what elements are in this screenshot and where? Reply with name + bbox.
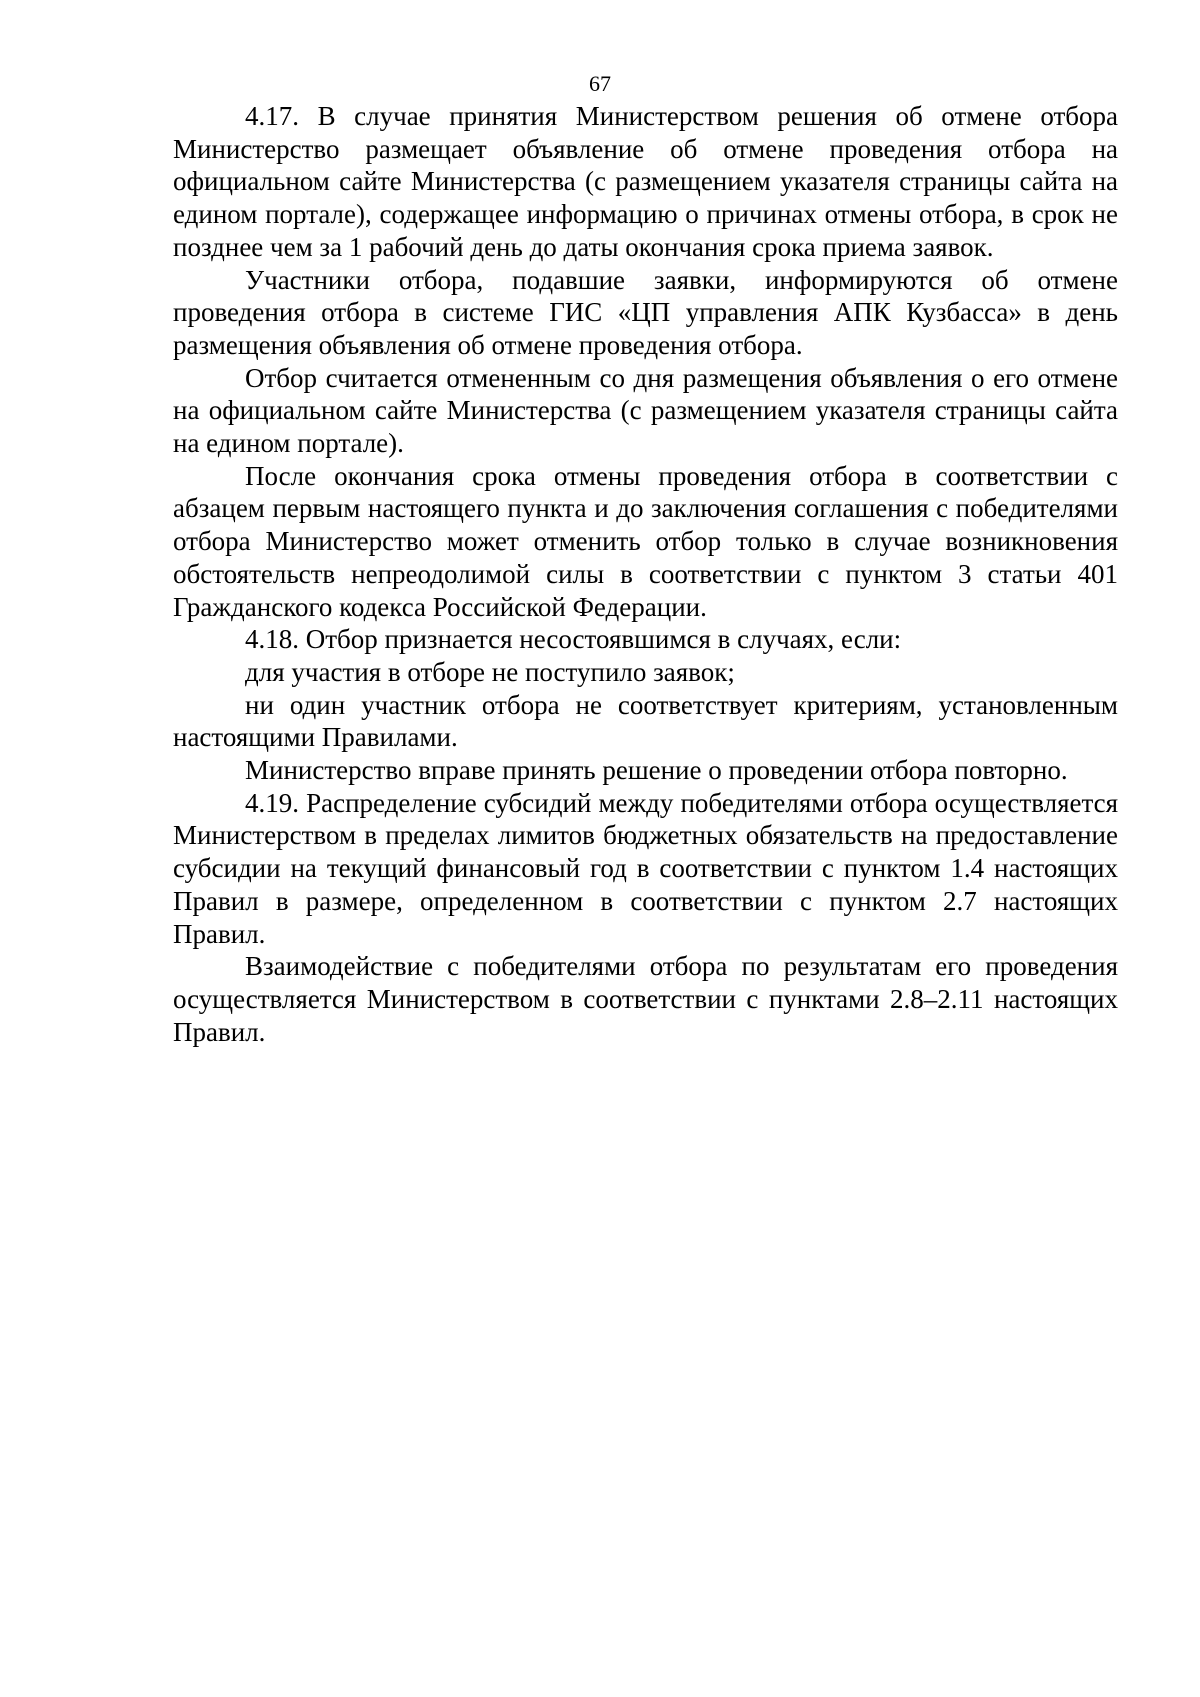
paragraph-selection-cancelled: Отбор считается отмененным со дня размещения объявления о его отмене на официальном сайте Министерства (с размещением указателя страницы сайта на едином портале). bbox=[173, 362, 1118, 459]
paragraph-4-17: 4.17. В случае принятия Министерством решения об отмене отбора Министерство размещает объявление об отмене проведения отбора на официальном сайте Министерства (с размещением указателя страницы сайта на едином портале), содержащее информацию о причинах отмены отбора, в срок не позднее чем за 1 рабочий день до даты окончания срока приема заявок. bbox=[173, 101, 1118, 262]
paragraph-no-compliant-participant: ни один участник отбора не соответствует критериям, установленным настоящими Правилами. bbox=[173, 689, 1118, 753]
paragraph-force-majeure: После окончания срока отмены проведения отбора в соответствии с абзацем первым настоящего пункта и до заключения соглашения с победителями отбора Министерство может отменить отбор только в случае возникновения обстоятельств непреодолимой силы в соответствии с пунктом 3 статьи 401 Гражданского кодекса Российской Федерации. bbox=[173, 460, 1118, 622]
page-number: 67 bbox=[589, 71, 611, 96]
document-body bbox=[173, 100, 1118, 1048]
paragraph-interaction-with-winners: Взаимодействие с победителями отбора по результатам его проведения осуществляется Министерством в соответствии с пунктами 2.8–2.11 настоящих Правил. bbox=[173, 951, 1118, 1047]
paragraph-no-applications: для участия в отборе не поступило заявок; bbox=[245, 656, 735, 687]
paragraph-4-18: 4.18. Отбор признается несостоявшимся в случаях, если: bbox=[245, 624, 902, 655]
paragraph-4-19: 4.19. Распределение субсидий между победителями отбора осуществляется Министерством в пределах лимитов бюджетных обязательств на предоставление субсидии на текущий финансовый год в соответствии с пунктом 1.4 настоящих Правил в размере, определенном в соответствии с пунктом 2.7 настоящих Правил. bbox=[173, 787, 1118, 949]
paragraph-repeat-selection: Министерство вправе принять решение о проведении отбора повторно. bbox=[245, 755, 1068, 786]
paragraph-participants-notified: Участники отбора, подавшие заявки, информируются об отмене проведения отбора в системе ГИС «ЦП управления АПК Кузбасса» в день размещения объявления об отмене проведения отбора. bbox=[173, 264, 1118, 360]
